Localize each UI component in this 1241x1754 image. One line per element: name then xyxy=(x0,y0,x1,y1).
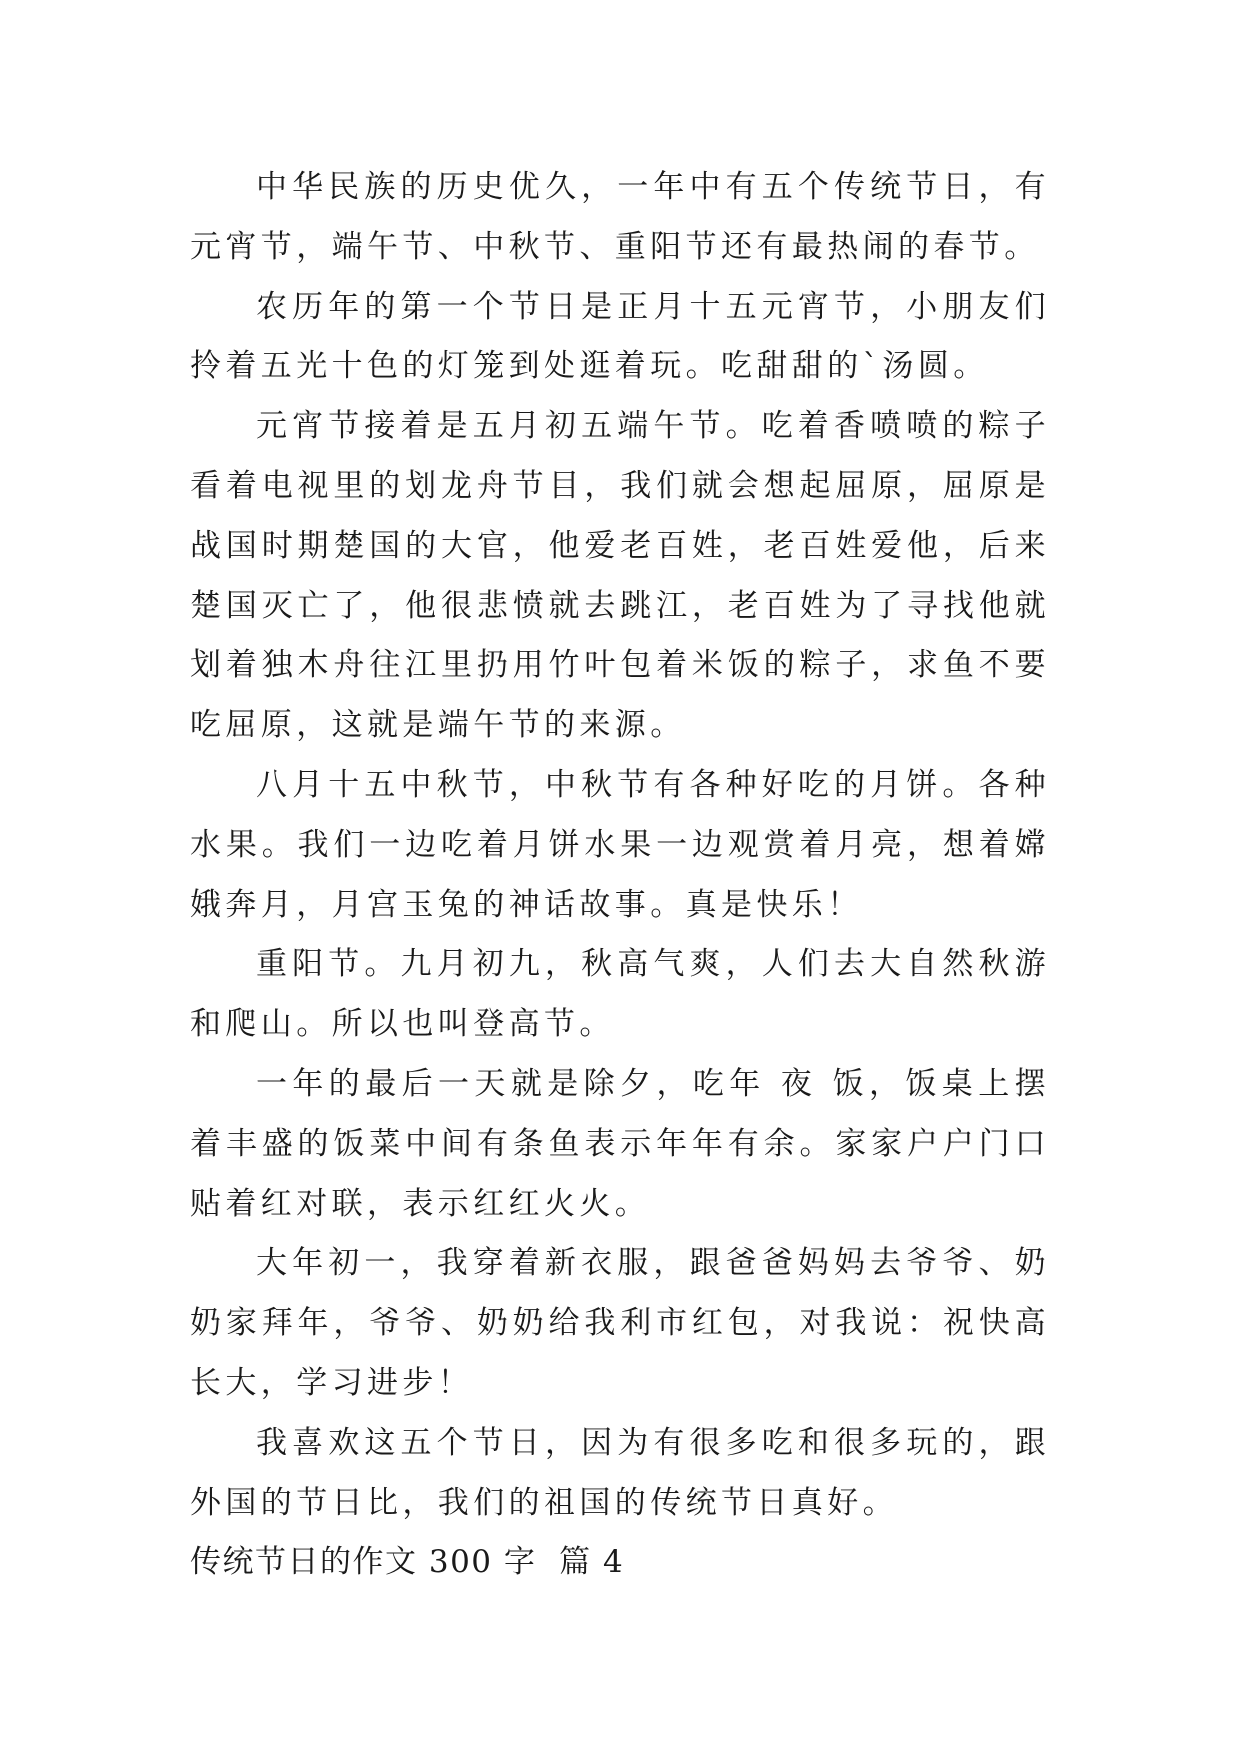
paragraph-1: 中华民族的历史优久，一年中有五个传统节日，有元宵节，端午节、中秋节、重阳节还有最热闹的春节。 xyxy=(190,169,1050,265)
paragraph-8: 我喜欢这五个节日，因为有很多吃和很多玩的，跟外国的节日比，我们的祖国的传统节日真好。 xyxy=(190,1424,1050,1521)
paragraph-4: 八月十五中秋节，中秋节有各种好吃的月饼。各种水果。我们一边吃着月饼水果一边观赏着月亮，想着嫦娥奔月，月宫玉兔的神话故事。真是快乐！ xyxy=(190,766,1050,923)
paragraph-7: 大年初一，我穿着新衣服，跟爸爸妈妈去爷爷、奶奶家拜年，爷爷、奶奶给我利市红包，对我说：祝快高长大，学习进步！ xyxy=(190,1245,1050,1401)
paragraph-2: 农历年的第一个节日是正月十五元宵节，小朋友们拎着五光十色的灯笼到处逛着玩。吃甜甜的`汤圆。 xyxy=(190,288,1050,385)
essay-body xyxy=(190,158,1050,1593)
paragraph-6: 一年的最后一天就是除夕，吃年 夜 饭，饭桌上摆着丰盛的饭菜中间有条鱼表示年年有余。家家户户门口贴着红对联，表示红红火火。 xyxy=(190,1065,1050,1222)
paragraph-3: 元宵节接着是五月初五端午节。吃着香喷喷的粽子看着电视里的划龙舟节目，我们就会想起屈原，屈原是战国时期楚国的大官，他爱老百姓，老百姓爱他，后来楚国灭亡了，他很悲愤就去跳江，老百姓为了寻找他就划着独木舟往江里扔用竹叶包着米饭的粽子，求鱼不要吃屈原，这就是端午节的来源。 xyxy=(190,408,1050,744)
paragraph-5: 重阳节。九月初九，秋高气爽，人们去大自然秋游和爬山。所以也叫登高节。 xyxy=(190,946,1050,1043)
section-heading: 传统节日的作文 300 字 篇 4 xyxy=(190,1544,625,1581)
